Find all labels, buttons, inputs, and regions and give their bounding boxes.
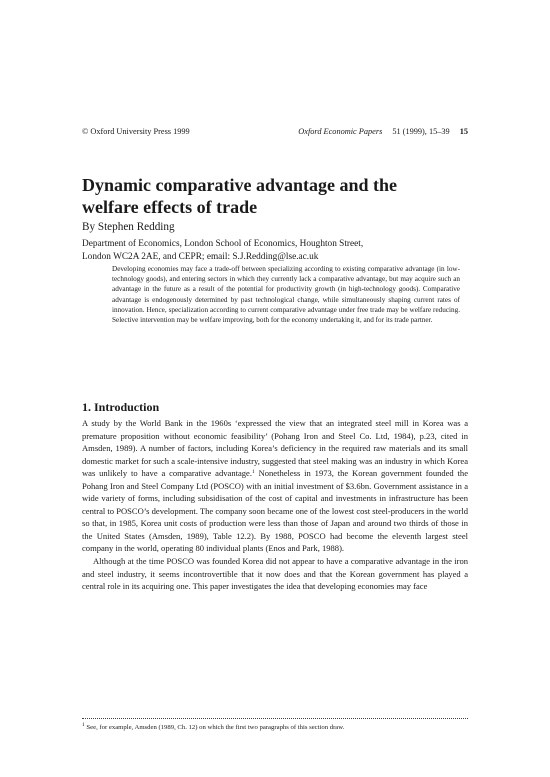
footnote-marker: 1 [82, 722, 85, 728]
section-number: 1. [82, 400, 91, 414]
section-heading [82, 400, 159, 415]
title-line: Dynamic comparative advantage and the [82, 175, 397, 196]
paragraph-text: A study by the World Bank in the 1960s ‘expressed the view that an integrated steel mill in Korea was a premature proposition without economic feasibility’ (Pohang Iron and Steel Co. Ltd, 1984), p.23, cited in Amsden, 1989). A number of factors, including Korea’s deficiency in the required raw materials and its small domestic market for such a scale-intensive industry, suggested that steel making was an industry in which Korea was unlikely to have a comparative advantage. [82, 418, 468, 479]
article-title [82, 174, 472, 218]
title-line: welfare effects of trade [82, 197, 258, 218]
affiliation-line: London WC2A 2AE, and CEPR; email: S.J.Redding@lse.ac.uk [82, 252, 319, 262]
affiliation-line: Department of Economics, London School of Economics, Houghton Street, [82, 239, 364, 249]
footnote [82, 724, 468, 731]
body-text [82, 417, 468, 593]
abstract: Developing economies may face a trade-off between specializing according to existing comparative advantage (in low-technology goods), and entering sectors in which they currently lack a comparative advantage, but may acquire such an advantage in the future as a result of the potential for productivity growth (in high-technology goods). Comparative advantage is endogenously determined by past technological change, while simultaneously shaping current rates of innovation. Hence, specialization according to current comparative advantage under free trade may be welfare reducing. Selective intervention may be welfare improving, both for the economy undertaking it, and for its trade partner. [112, 265, 460, 325]
paragraph: Although at the time POSCO was founded Korea did not appear to have a comparative advantage in the iron and steel industry, it seems incontrovertible that it now does and that the Korean government has played a central role in its acquiring one. This paper investigates the idea that developing economies may face [82, 556, 468, 592]
running-header [82, 127, 468, 136]
journal-citation [298, 127, 468, 136]
footnote-text: See, for example, Amsden (1989, Ch. 12) on which the first two paragraphs of this section draw. [84, 724, 345, 731]
footnote-divider [82, 718, 468, 719]
copyright-notice: © Oxford University Press 1999 [82, 127, 190, 136]
author-affiliation [82, 238, 472, 264]
page-number: 15 [459, 127, 468, 136]
section-title: Introduction [94, 400, 160, 414]
footnote-reference[interactable]: 1 [251, 469, 255, 476]
paragraph [82, 417, 468, 555]
author-line: By Stephen Redding [82, 221, 175, 233]
volume-pages: 51 (1999), 15–39 [392, 127, 450, 136]
journal-name: Oxford Economic Papers [298, 127, 383, 136]
paragraph-text: Nonetheless in 1973, the Korean government founded the Pohang Iron and Steel Company Ltd (POSCO) with an initial investment of $3.6bn. Government assistance in a wide variety of forms, including subsidisation of the cost of capital and investments in infrastructure has been central to POSCO’s development. The company soon became one of the lowest cost steel-producers in the world so that, in 1985, Korea unit costs of production were less than those of Japan and around two thirds of those in the United States (Amsden, 1989), Table 12.2). By 1988, POSCO had become the eleventh largest steel company in the world, operating 80 individual plants (Enos and Park, 1988). [82, 468, 468, 554]
